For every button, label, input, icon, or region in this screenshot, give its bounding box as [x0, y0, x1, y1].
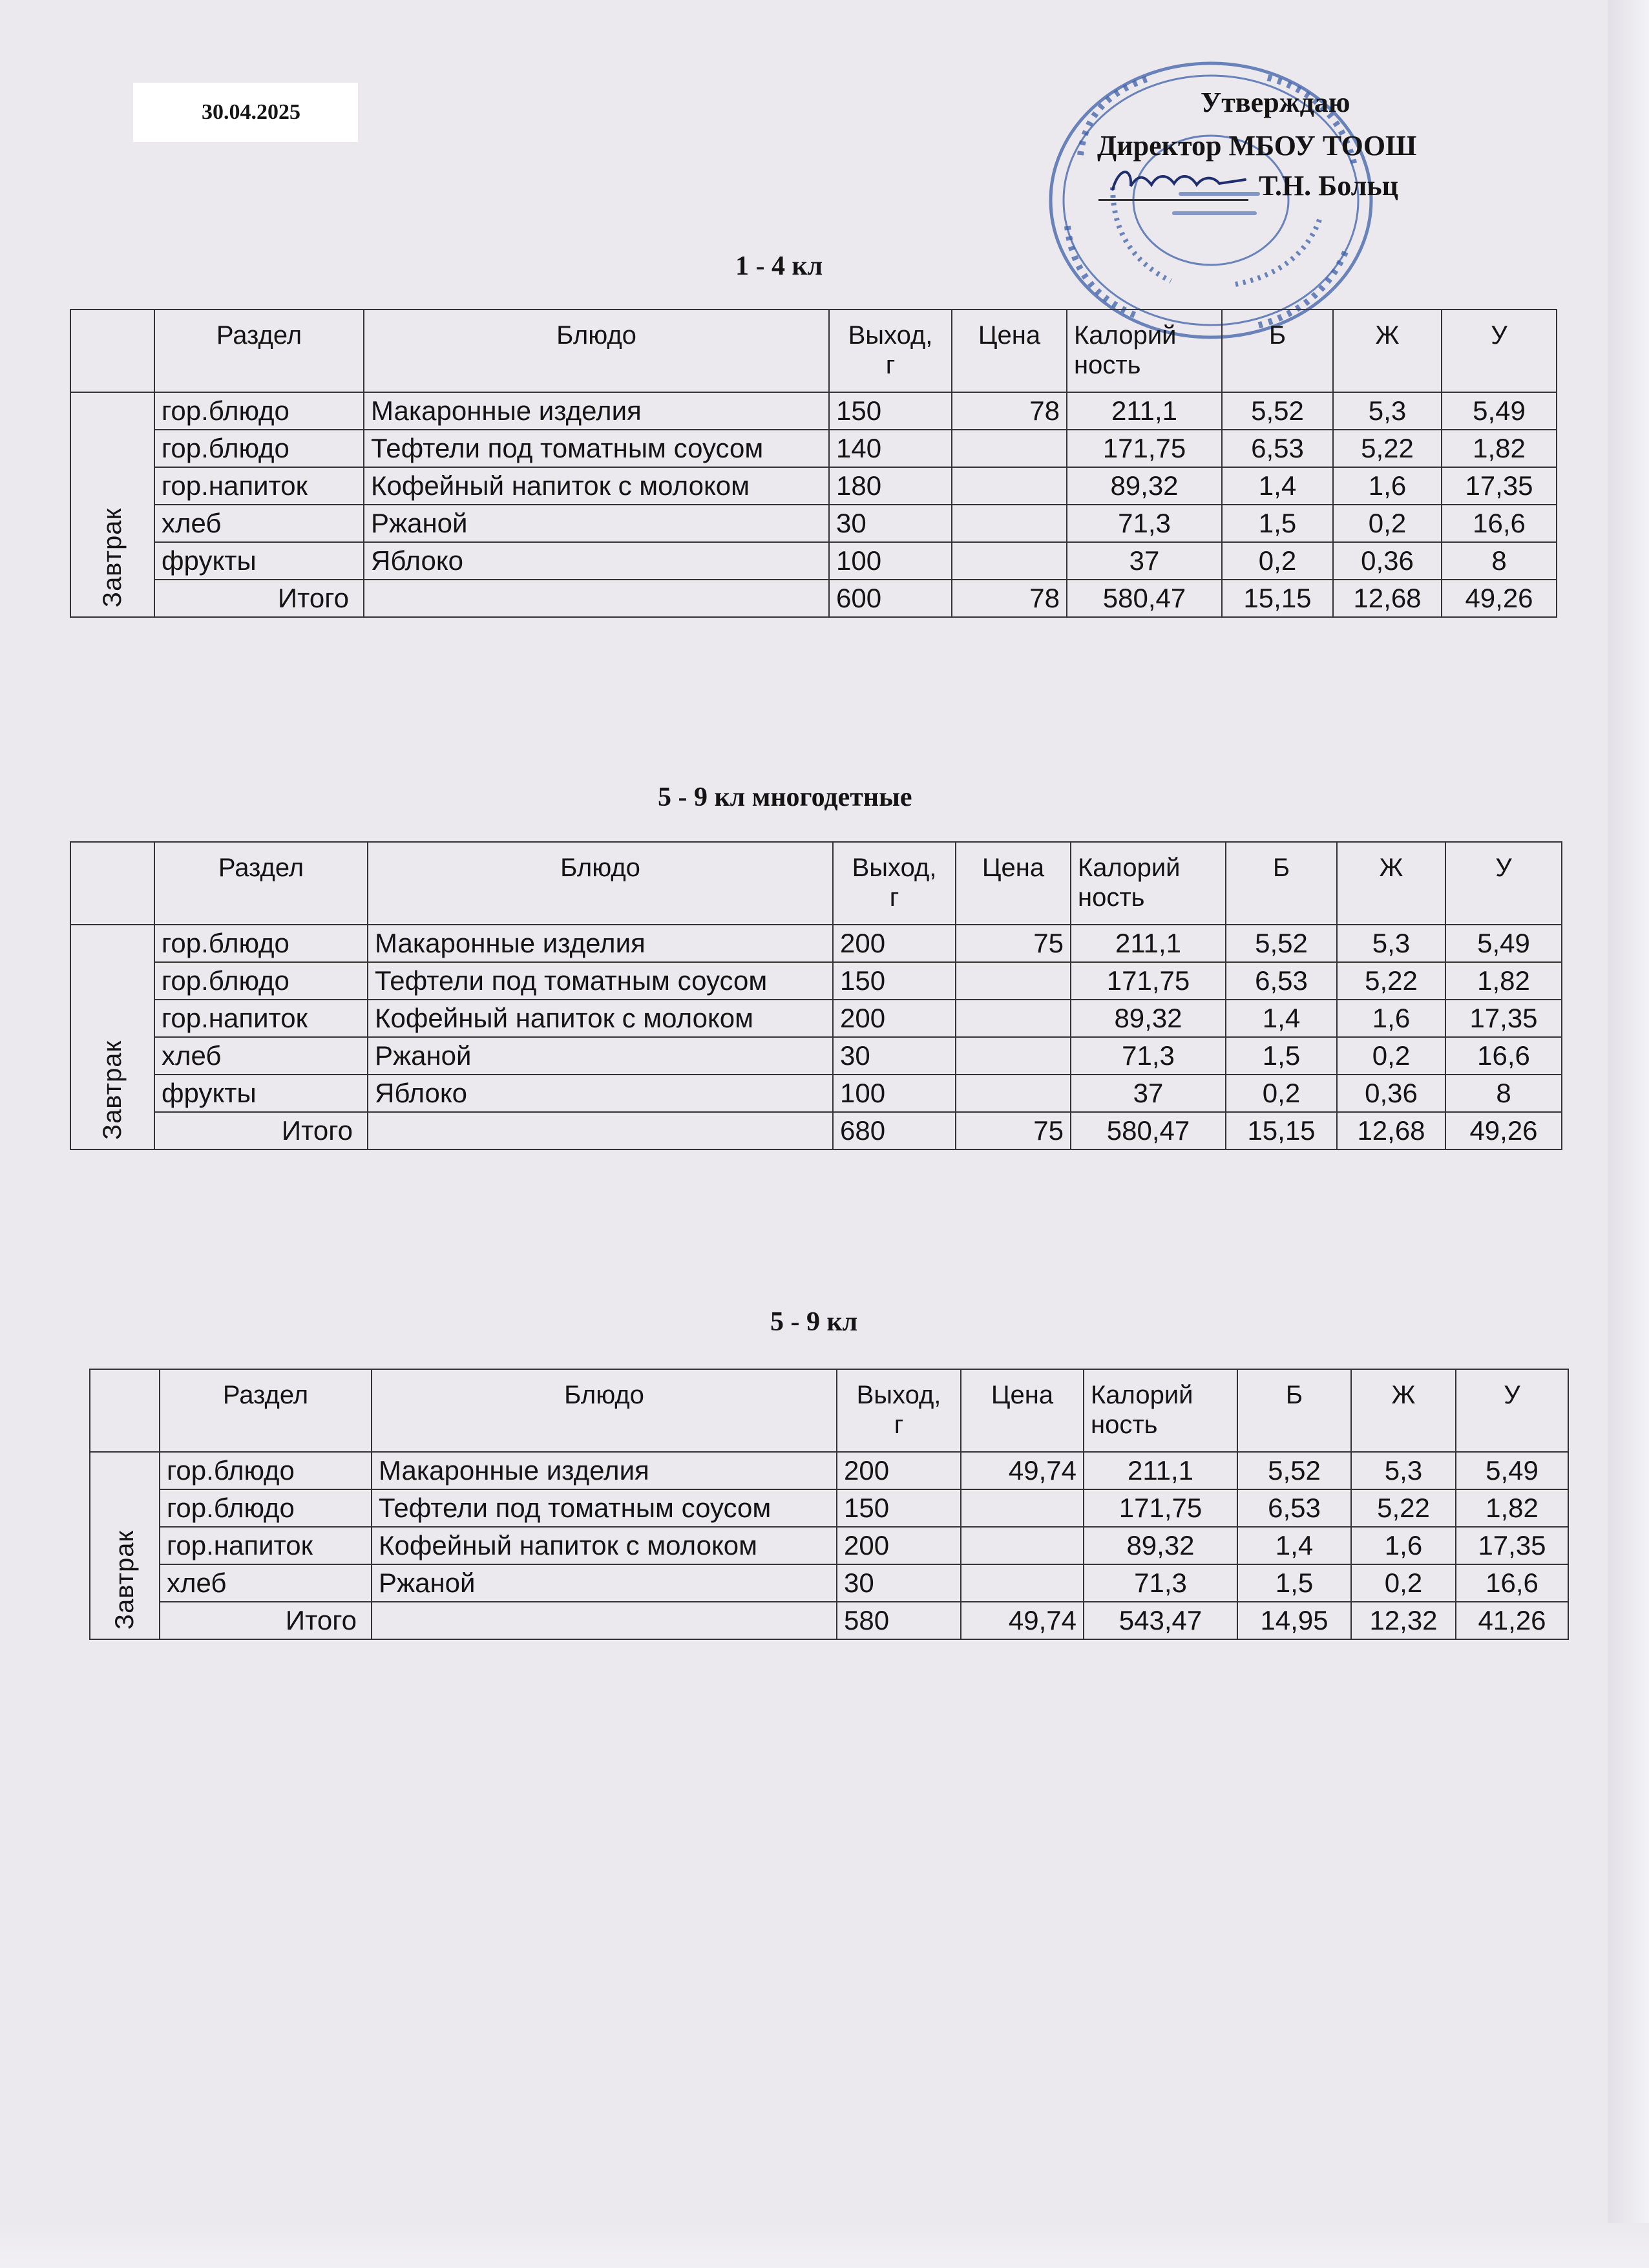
cell-dish: Тефтели под томатным соусом [364, 430, 829, 467]
cell-dish: Яблоко [364, 542, 829, 580]
cell-yield: 100 [829, 542, 952, 580]
cell-kcal: 37 [1067, 542, 1222, 580]
col-kcal-line2: ность [1091, 1411, 1158, 1439]
cell-price [956, 1075, 1071, 1112]
cell-carbs: 5,49 [1456, 1452, 1568, 1489]
cell-carbs: 5,49 [1445, 925, 1562, 962]
cell-kcal: 89,32 [1067, 467, 1222, 505]
cell-protein: 0,2 [1226, 1075, 1337, 1112]
cell-section: гор.напиток [154, 467, 364, 505]
cell-section: гор.напиток [160, 1527, 372, 1564]
cell-carbs: 1,82 [1445, 962, 1562, 1000]
col-fat: Ж [1337, 842, 1445, 925]
col-yield-line2: г [889, 883, 899, 912]
total-protein: 14,95 [1237, 1602, 1351, 1639]
handwritten-signature-icon [1106, 160, 1261, 199]
cell-section: гор.блюдо [154, 392, 364, 430]
cell-price: 75 [956, 925, 1071, 962]
cell-kcal: 211,1 [1084, 1452, 1237, 1489]
cell-dish: Ржаной [372, 1564, 837, 1602]
cell-fat: 1,6 [1351, 1527, 1456, 1564]
table-row [70, 430, 1557, 467]
table-row [70, 1037, 1562, 1075]
cell-yield: 140 [829, 430, 952, 467]
cell-carbs: 8 [1445, 1075, 1562, 1112]
cell-fat: 0,2 [1333, 505, 1442, 542]
cell-carbs: 17,35 [1442, 467, 1557, 505]
total-protein: 15,15 [1226, 1112, 1337, 1150]
cell-dish: Макаронные изделия [372, 1452, 837, 1489]
col-yield-line2: г [885, 351, 896, 379]
cell-carbs: 5,49 [1442, 392, 1557, 430]
cell-carbs: 1,82 [1456, 1489, 1568, 1527]
cell-protein: 1,5 [1237, 1564, 1351, 1602]
total-kcal: 580,47 [1071, 1112, 1226, 1150]
cell-section: хлеб [160, 1564, 372, 1602]
cell-price [956, 1000, 1071, 1037]
approval-signatory: Т.Н. Больц [1259, 170, 1398, 202]
cell-price [952, 505, 1067, 542]
col-yield-line1: Выход, [848, 321, 933, 350]
cell-carbs: 8 [1442, 542, 1557, 580]
cell-fat: 1,6 [1337, 1000, 1445, 1037]
col-yield-line1: Выход, [852, 854, 937, 882]
total-label: Итого [154, 1112, 368, 1150]
col-kcal [1071, 842, 1226, 925]
cell-yield: 200 [837, 1452, 961, 1489]
cell-dish: Яблоко [368, 1075, 833, 1112]
meal-label-cell [70, 925, 154, 1150]
cell-dish: Ржаной [364, 505, 829, 542]
table-header-row [70, 310, 1557, 392]
cell-kcal: 71,3 [1067, 505, 1222, 542]
total-carbs: 49,26 [1442, 580, 1557, 617]
table-row [90, 1527, 1568, 1564]
cell-dish: Тефтели под томатным соусом [372, 1489, 837, 1527]
col-kcal [1084, 1369, 1237, 1452]
cell-protein: 1,4 [1222, 467, 1333, 505]
total-carbs: 41,26 [1456, 1602, 1568, 1639]
meal-label-cell [70, 392, 154, 617]
col-price: Цена [956, 842, 1071, 925]
table-row [90, 1452, 1568, 1489]
table-row [90, 1564, 1568, 1602]
col-kcal-line1: Калорий [1091, 1381, 1193, 1409]
col-yield-line1: Выход, [856, 1381, 941, 1409]
cell-price: 49,74 [961, 1452, 1084, 1489]
cell-price [952, 467, 1067, 505]
cell-price [952, 430, 1067, 467]
approval-title: Утверждаю [1201, 87, 1350, 118]
cell-protein: 0,2 [1222, 542, 1333, 580]
cell-dish: Кофейный напиток с молоком [364, 467, 829, 505]
col-kcal-line2: ность [1074, 351, 1141, 379]
table-row [70, 505, 1557, 542]
col-fat: Ж [1351, 1369, 1456, 1452]
cell-fat: 1,6 [1333, 467, 1442, 505]
meal-label: Завтрак [110, 1529, 139, 1630]
col-dish: Блюдо [372, 1369, 837, 1452]
col-kcal-line2: ность [1078, 883, 1145, 912]
cell-price [956, 962, 1071, 1000]
total-yield: 580 [837, 1602, 961, 1639]
cell-protein: 5,52 [1226, 925, 1337, 962]
cell-kcal: 89,32 [1071, 1000, 1226, 1037]
table-header-row [70, 842, 1562, 925]
cell-section: гор.блюдо [154, 962, 368, 1000]
total-fat: 12,32 [1351, 1602, 1456, 1639]
cell-section: хлеб [154, 1037, 368, 1075]
col-dish: Блюдо [368, 842, 833, 925]
cell-fat: 5,22 [1333, 430, 1442, 467]
total-yield: 680 [833, 1112, 956, 1150]
scan-bottom-edge [0, 2223, 1649, 2268]
cell-kcal: 89,32 [1084, 1527, 1237, 1564]
col-yield-line2: г [894, 1411, 904, 1439]
col-yield [837, 1369, 961, 1452]
table-row [70, 392, 1557, 430]
corner-cell [70, 310, 154, 392]
total-protein: 15,15 [1222, 580, 1333, 617]
col-dish: Блюдо [364, 310, 829, 392]
cell-yield: 150 [829, 392, 952, 430]
cell-yield: 30 [837, 1564, 961, 1602]
total-row [70, 1112, 1562, 1150]
table-row [70, 1000, 1562, 1037]
cell-protein: 6,53 [1226, 962, 1337, 1000]
cell-fat: 0,2 [1351, 1564, 1456, 1602]
total-kcal: 543,47 [1084, 1602, 1237, 1639]
cell-section: гор.блюдо [160, 1489, 372, 1527]
cell-protein: 6,53 [1222, 430, 1333, 467]
meal-label-cell [90, 1452, 160, 1639]
cell-yield: 150 [833, 962, 956, 1000]
table-row [70, 1075, 1562, 1112]
cell-carbs: 17,35 [1445, 1000, 1562, 1037]
cell-price [956, 1037, 1071, 1075]
cell-price [961, 1489, 1084, 1527]
cell-yield: 180 [829, 467, 952, 505]
col-kcal-line1: Калорий [1078, 854, 1181, 882]
total-price: 49,74 [961, 1602, 1084, 1639]
total-dish-empty [364, 580, 829, 617]
cell-protein: 5,52 [1222, 392, 1333, 430]
cell-kcal: 37 [1071, 1075, 1226, 1112]
approval-position: Директор МБОУ ТООШ [1097, 130, 1417, 162]
total-price: 78 [952, 580, 1067, 617]
cell-fat: 5,22 [1351, 1489, 1456, 1527]
cell-dish: Ржаной [368, 1037, 833, 1075]
col-carbs: У [1445, 842, 1562, 925]
total-row [70, 580, 1557, 617]
total-fat: 12,68 [1333, 580, 1442, 617]
meal-label: Завтрак [98, 1040, 127, 1140]
col-section: Раздел [160, 1369, 372, 1452]
cell-section: гор.напиток [154, 1000, 368, 1037]
col-yield [829, 310, 952, 392]
col-fat: Ж [1333, 310, 1442, 392]
cell-protein: 6,53 [1237, 1489, 1351, 1527]
cell-yield: 200 [833, 1000, 956, 1037]
col-kcal [1067, 310, 1222, 392]
cell-kcal: 171,75 [1067, 430, 1222, 467]
cell-fat: 5,3 [1351, 1452, 1456, 1489]
menu-table-1-4 [70, 309, 1557, 618]
cell-section: гор.блюдо [154, 430, 364, 467]
cell-price: 78 [952, 392, 1067, 430]
cell-fat: 5,3 [1333, 392, 1442, 430]
col-yield [833, 842, 956, 925]
col-price: Цена [952, 310, 1067, 392]
cell-yield: 200 [837, 1527, 961, 1564]
cell-kcal: 71,3 [1071, 1037, 1226, 1075]
date-label: 30.04.2025 [133, 83, 358, 142]
corner-cell [90, 1369, 160, 1452]
table-header-row [90, 1369, 1568, 1452]
total-dish-empty [372, 1602, 837, 1639]
section-title-5-9-large-families: 5 - 9 кл многодетные [658, 782, 912, 812]
total-carbs: 49,26 [1445, 1112, 1562, 1150]
cell-protein: 1,5 [1222, 505, 1333, 542]
total-fat: 12,68 [1337, 1112, 1445, 1150]
cell-carbs: 1,82 [1442, 430, 1557, 467]
cell-dish: Кофейный напиток с молоком [372, 1527, 837, 1564]
table-row [70, 962, 1562, 1000]
cell-dish: Макаронные изделия [364, 392, 829, 430]
col-protein: Б [1237, 1369, 1351, 1452]
cell-price [961, 1527, 1084, 1564]
cell-carbs: 16,6 [1456, 1564, 1568, 1602]
cell-carbs: 17,35 [1456, 1527, 1568, 1564]
cell-yield: 200 [833, 925, 956, 962]
col-section: Раздел [154, 842, 368, 925]
table-row [70, 542, 1557, 580]
total-kcal: 580,47 [1067, 580, 1222, 617]
cell-kcal: 171,75 [1071, 962, 1226, 1000]
cell-yield: 30 [833, 1037, 956, 1075]
cell-section: гор.блюдо [160, 1452, 372, 1489]
cell-protein: 1,4 [1237, 1527, 1351, 1564]
cell-protein: 1,4 [1226, 1000, 1337, 1037]
section-title-1-4: 1 - 4 кл [735, 251, 823, 281]
total-row [90, 1602, 1568, 1639]
total-label: Итого [154, 580, 364, 617]
cell-section: фрукты [154, 1075, 368, 1112]
table-row [70, 467, 1557, 505]
total-price: 75 [956, 1112, 1071, 1150]
cell-carbs: 16,6 [1442, 505, 1557, 542]
cell-protein: 1,5 [1226, 1037, 1337, 1075]
cell-fat: 0,36 [1337, 1075, 1445, 1112]
cell-dish: Тефтели под томатным соусом [368, 962, 833, 1000]
signature-line [1098, 199, 1248, 201]
cell-price [961, 1564, 1084, 1602]
menu-table-5-9 [89, 1369, 1569, 1640]
cell-carbs: 16,6 [1445, 1037, 1562, 1075]
cell-fat: 5,3 [1337, 925, 1445, 962]
col-protein: Б [1222, 310, 1333, 392]
col-protein: Б [1226, 842, 1337, 925]
total-yield: 600 [829, 580, 952, 617]
col-section: Раздел [154, 310, 364, 392]
cell-kcal: 211,1 [1067, 392, 1222, 430]
cell-fat: 0,36 [1333, 542, 1442, 580]
table-row [90, 1489, 1568, 1527]
meal-label: Завтрак [98, 507, 127, 607]
cell-yield: 100 [833, 1075, 956, 1112]
table-row [70, 925, 1562, 962]
cell-kcal: 171,75 [1084, 1489, 1237, 1527]
corner-cell [70, 842, 154, 925]
cell-protein: 5,52 [1237, 1452, 1351, 1489]
cell-yield: 150 [837, 1489, 961, 1527]
cell-section: хлеб [154, 505, 364, 542]
cell-dish: Макаронные изделия [368, 925, 833, 962]
col-carbs: У [1456, 1369, 1568, 1452]
scan-edge [1608, 0, 1649, 2268]
cell-kcal: 71,3 [1084, 1564, 1237, 1602]
col-price: Цена [961, 1369, 1084, 1452]
cell-yield: 30 [829, 505, 952, 542]
col-kcal-line1: Калорий [1074, 321, 1177, 350]
cell-fat: 5,22 [1337, 962, 1445, 1000]
cell-section: фрукты [154, 542, 364, 580]
cell-section: гор.блюдо [154, 925, 368, 962]
cell-kcal: 211,1 [1071, 925, 1226, 962]
total-dish-empty [368, 1112, 833, 1150]
col-carbs: У [1442, 310, 1557, 392]
cell-dish: Кофейный напиток с молоком [368, 1000, 833, 1037]
cell-fat: 0,2 [1337, 1037, 1445, 1075]
cell-price [952, 542, 1067, 580]
total-label: Итого [160, 1602, 372, 1639]
menu-table-5-9-large-families [70, 841, 1562, 1150]
section-title-5-9: 5 - 9 кл [770, 1307, 858, 1337]
